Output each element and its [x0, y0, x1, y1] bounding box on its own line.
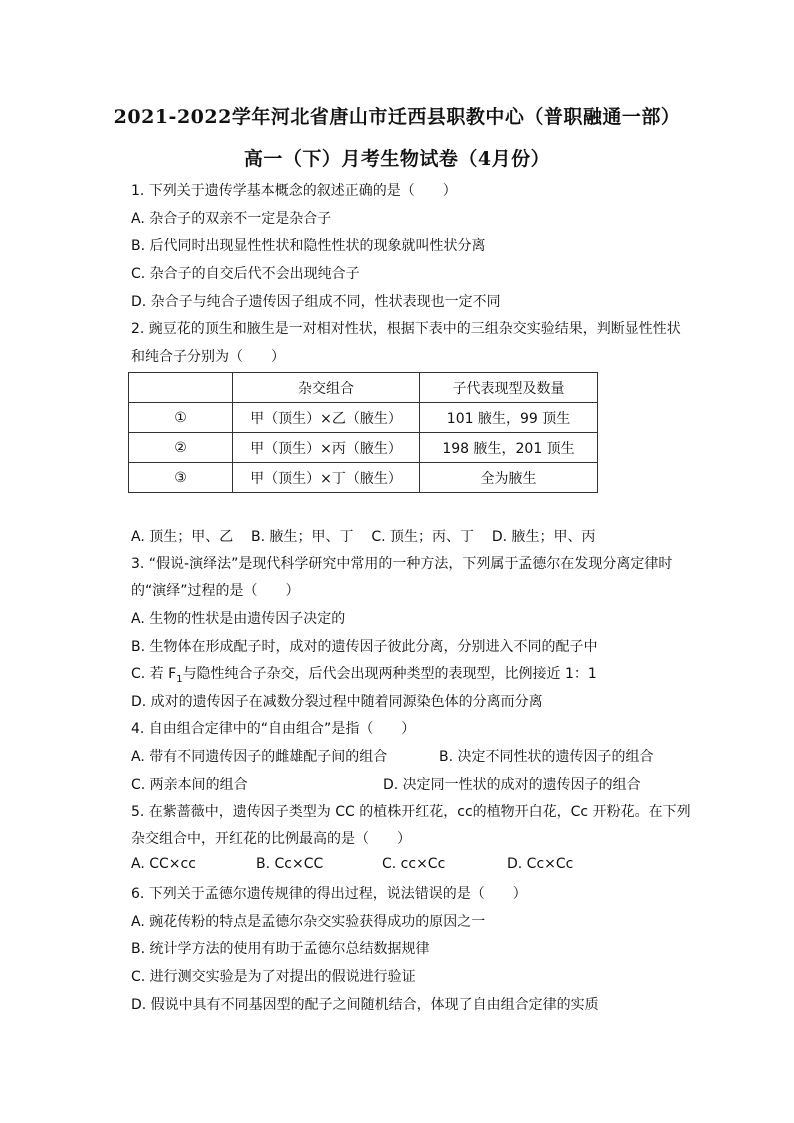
q3-option-b: B. 生物体在形成配子时，成对的遗传因子彼此分离，分别进入不同的配子中: [131, 639, 598, 655]
table-cell: 101 腋生，99 顶生: [420, 403, 598, 433]
q1-option-b: B. 后代同时出现显性性状和隐性性状的现象就叫性状分离: [131, 238, 486, 254]
q1-stem: 1. 下列关于遗传学基本概念的叙述正确的是（ ）: [131, 183, 457, 199]
table-row: [129, 403, 598, 433]
q4-stem: 4. 自由组合定律中的“自由组合”是指（ ）: [131, 721, 416, 737]
table-cell: 甲（顶生）×丁（腋生）: [233, 463, 420, 493]
q6-option-d: D. 假说中具有不同基因型的配子之间随机结合，体现了自由组合定律的实质: [131, 997, 599, 1013]
q1-option-a: A. 杂合子的双亲不一定是杂合子: [131, 211, 332, 227]
q4-option-b: B. 决定不同性状的遗传因子的组合: [439, 749, 654, 765]
q5-option-c: C. cc×Cc: [382, 856, 446, 872]
q5-option-d: D. Cc×Cc: [507, 856, 574, 872]
table-cell: 甲（顶生）×乙（腋生）: [233, 403, 420, 433]
q1-option-d: D. 杂合子与纯合子遗传因子组成不同，性状表现也一定不同: [131, 294, 501, 310]
table-cell: ③: [129, 463, 233, 493]
q5-option-b: B. Cc×CC: [256, 856, 324, 872]
q1-option-c: C. 杂合子的自交后代不会出现纯合子: [131, 266, 360, 282]
q3-stem-line-2: 的“演绎”过程的是（ ）: [131, 583, 300, 599]
q4-option-d: D. 决定同一性状的成对的遗传因子的组合: [383, 777, 641, 793]
table-cell: 甲（顶生）×丙（腋生）: [233, 433, 420, 463]
q6-option-c: C. 进行测交实验是为了对提出的假说进行验证: [131, 969, 416, 985]
q2-table: [128, 372, 598, 493]
q3-stem-line-1: 3. “假说-演绎法”是现代科学研究中常用的一种方法，下列属于孟德尔在发现分离定律时: [131, 556, 673, 572]
table-cell: ②: [129, 433, 233, 463]
q3-option-c-pre: C. 若 F: [131, 666, 177, 682]
table-header-cell: 子代表现型及数量: [420, 373, 598, 403]
table-cell: 全为腋生: [420, 463, 598, 493]
q5-stem-line-2: 杂交组合中，开红花的比例最高的是（ ）: [131, 831, 411, 847]
q2-stem-line-1: 2. 豌豆花的顶生和腋生是一对相对性状，根据下表中的三组杂交实验结果，判断显性性状: [131, 321, 681, 337]
q4-option-a: A. 带有不同遗传因子的雌雄配子间的组合: [131, 749, 388, 765]
table-cell: ①: [129, 403, 233, 433]
q2-stem-line-2: 和纯合子分别为（ ）: [131, 349, 285, 365]
table-cell: 198 腋生，201 顶生: [420, 433, 598, 463]
q3-option-a: A. 生物的性状是由遗传因子决定的: [131, 611, 346, 627]
title-line-2: 高一（下）月考生物试卷（4月份）: [243, 148, 551, 170]
q3-option-c-subscript: 1: [176, 673, 183, 685]
q6-option-b: B. 统计学方法的使用有助于孟德尔总结数据规律: [131, 941, 430, 957]
table-header-cell: 杂交组合: [233, 373, 420, 403]
q3-option-c: [131, 663, 597, 685]
table-row: [129, 463, 598, 493]
q3-option-d: D. 成对的遗传因子在减数分裂过程中随着同源染色体的分离而分离: [131, 694, 543, 710]
q5-option-a: A. CC×cc: [131, 856, 196, 872]
q6-stem: 6. 下列关于孟德尔遗传规律的得出过程，说法错误的是（ ）: [131, 886, 527, 902]
table-row: [129, 433, 598, 463]
q5-stem-line-1: 5. 在紫蔷薇中，遗传因子类型为 CC 的植株开红花，cc的植物开白花，Cc 开粉花。在下列: [131, 804, 691, 820]
q3-option-c-post: 与隐性纯合子杂交，后代会出现两种类型的表现型，比例接近 1：1: [182, 666, 597, 682]
table-header-cell: [129, 373, 233, 403]
q4-option-c: C. 两亲本间的组合: [131, 777, 248, 793]
q6-option-a: A. 豌花传粉的特点是孟德尔杂交实验获得成功的原因之一: [131, 914, 486, 930]
title-line-1: 2021-2022学年河北省唐山市迁西县职教中心（普职融通一部）: [113, 106, 681, 128]
table-header-row: [129, 373, 598, 403]
q2-options: A. 顶生；甲、乙 B. 腋生；甲、丁 C. 顶生；丙、丁 D. 腋生；甲、丙: [131, 529, 596, 545]
